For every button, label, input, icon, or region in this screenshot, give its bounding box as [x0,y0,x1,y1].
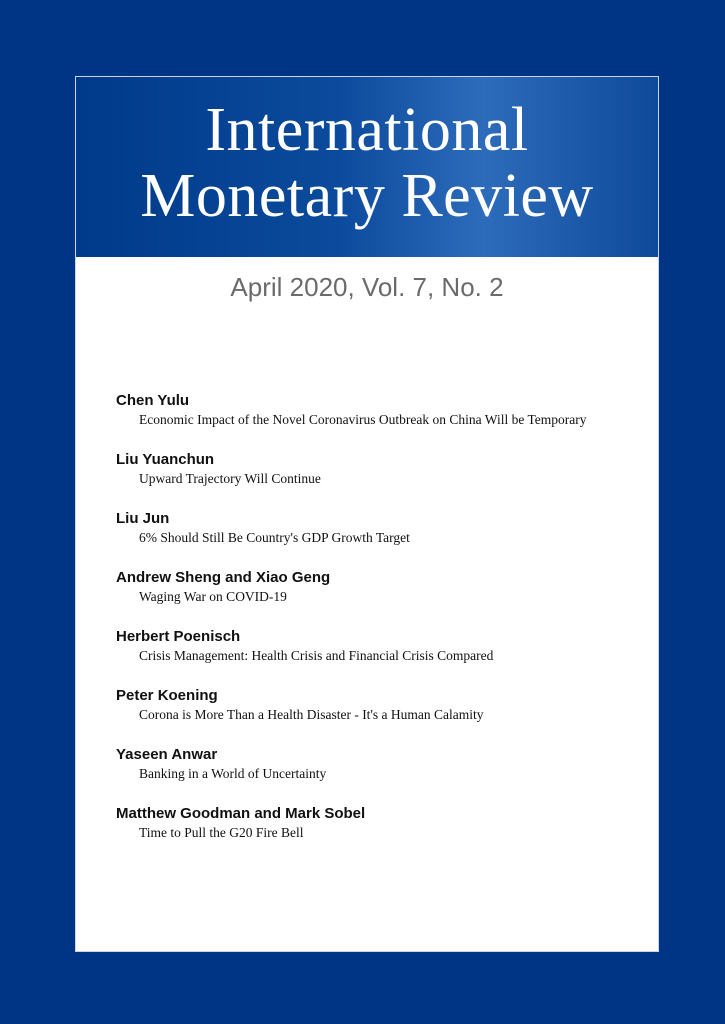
title-banner [76,77,658,259]
toc-article-title: Waging War on COVID-19 [139,589,287,604]
cover-page [75,76,659,952]
toc-article-title: Corona is More Than a Health Disaster - It's a Human Calamity [139,707,484,722]
toc-article-title: Banking in a World of Uncertainty [139,766,327,781]
toc-article-title: 6% Should Still Be Country's GDP Growth Target [139,530,410,545]
toc-author: Liu Jun [116,510,170,527]
journal-title-line-2: Monetary Review [140,162,594,230]
toc-entry [116,450,646,488]
toc-author: Andrew Sheng and Xiao Geng [116,569,331,586]
toc-entry [116,745,646,783]
toc-entry [116,804,646,842]
toc-entry [116,391,646,429]
toc-author: Peter Koening [116,687,218,704]
toc-entry [116,568,646,606]
toc-author: Yaseen Anwar [116,746,218,763]
toc-article-title: Economic Impact of the Novel Coronavirus Outbreak on China Will be Temporary [139,412,587,427]
toc-author: Matthew Goodman and Mark Sobel [116,805,366,822]
toc-article-title: Time to Pull the G20 Fire Bell [139,825,304,840]
table-of-contents [116,391,646,863]
toc-entry [116,509,646,547]
toc-entry [116,686,646,724]
journal-title-line-1: International [205,96,529,164]
toc-article-title: Upward Trajectory Will Continue [139,471,321,486]
toc-article-title: Crisis Management: Health Crisis and Financial Crisis Compared [139,648,494,663]
toc-author: Liu Yuanchun [116,451,215,468]
toc-entry [116,627,646,665]
issue-date-volume: April 2020, Vol. 7, No. 2 [230,272,504,302]
toc-author: Chen Yulu [116,392,190,409]
toc-author: Herbert Poenisch [116,628,241,645]
